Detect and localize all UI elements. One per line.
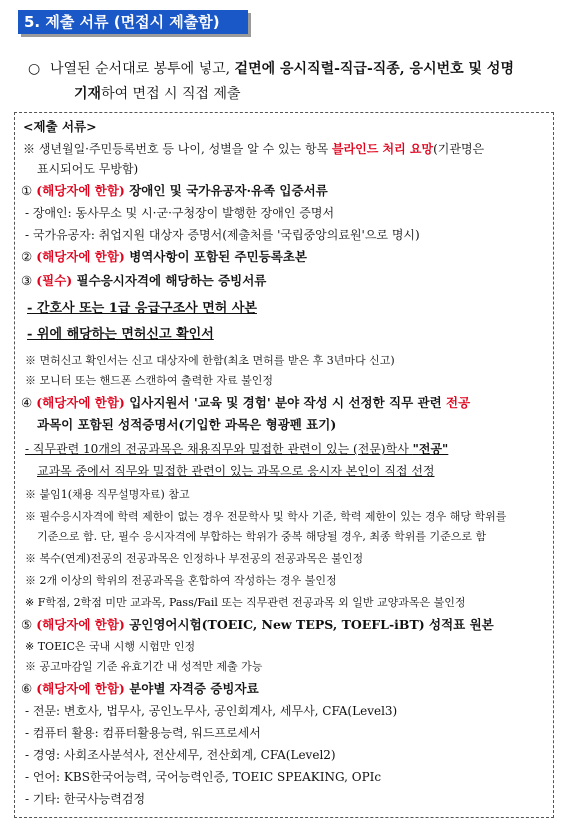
s4-u1-a: - 직무관련 10개의 전공과목은 채용직무와 밀접한 관련이 있는 (전문)학사: [25, 442, 413, 456]
s6-item-0: - 전문: 변호사, 법무사, 공인노무사, 공인회계사, 세무사, CFA(Level3): [25, 704, 398, 718]
s4-title-a: 입사지원서 '교육 및 경험' 분야 작성 시 선정한 직무 관련: [124, 395, 447, 410]
s3-item-1: - 위에 해당하는 면허신고 확인서: [27, 327, 214, 342]
blind-note-cont: 표시되어도 무방함): [37, 162, 139, 176]
s4-note-4: ※ 2개 이상의 학위의 전공과목을 혼합하여 작성하는 경우 불인정: [25, 574, 337, 587]
s4-note-3: ※ 복수(연계)전공의 전공과목은 인정하나 부전공의 전공과목은 불인정: [25, 552, 364, 565]
s3-note-0: ※ 면허신고 확인서는 신고 대상자에 한함(최초 면허를 받은 후 3년마다 신고): [25, 354, 395, 367]
s4-title-red: 전공: [446, 395, 471, 410]
s4-num: ④: [21, 395, 33, 410]
section-1-heading: [21, 183, 328, 199]
s2-title: 병역사항이 포함된 주민등록초본: [124, 249, 307, 264]
section-3-heading: [21, 273, 266, 289]
s3-num: ③: [21, 273, 33, 288]
intro-text-1b: 겉면에 응시직렬-직급-직종, 응시번호 및 성명: [234, 61, 514, 77]
section-2-heading: [21, 249, 307, 265]
s1-num: ①: [21, 183, 33, 198]
intro-text-2a: 기재: [74, 86, 102, 102]
s5-tag: (해당자에 한함): [36, 617, 125, 632]
s4-u1-b: "전공": [412, 442, 449, 456]
intro-text-1a: 나열된 순서대로 봉투에 넣고,: [50, 61, 235, 77]
s2-num: ②: [21, 249, 33, 264]
s5-title: 공인영어시험(TOEIC, New TEPS, TOEFL-iBT) 성적표 원본: [124, 617, 494, 632]
s6-item-2: - 경영: 사회조사분석사, 전산세무, 전산회계, CFA(Level2): [25, 748, 336, 762]
section-6-heading: [21, 681, 259, 697]
s6-tag: (해당자에 한함): [36, 681, 125, 696]
s4-underlined-2: 교과목 중에서 직무와 밀접한 관련이 있는 과목으로 응시자 본인이 직접 선정: [37, 464, 435, 478]
s2-tag: (해당자에 한함): [36, 249, 125, 264]
blind-note-a: ※ 생년월일·주민등록번호 등 나이, 성별을 알 수 있는 항목: [23, 142, 332, 156]
s3-item-0: - 간호사 또는 1급 응급구조사 면허 사본: [27, 301, 257, 316]
s4-note-0: ※ 붙임1(채용 직무설명자료) 참고: [25, 488, 190, 501]
documents-box: [14, 112, 554, 818]
s6-item-4: - 기타: 한국사능력검정: [25, 792, 146, 806]
blind-note-c: (기관명은: [433, 142, 485, 156]
section-header: 5. 제출 서류 (면접시 제출함): [18, 10, 248, 34]
s6-title: 분야별 자격증 증빙자료: [124, 681, 259, 696]
s3-note-1: ※ 모니터 또는 핸드폰 스캔하여 출력한 자료 불인정: [25, 374, 273, 387]
s4-note-2: 기준으로 함. 단, 필수 응시자격에 부합하는 학위가 중복 해당될 경우, 최종 학위를 기준으로 함: [37, 530, 487, 543]
blind-note-highlight: 블라인드 처리 요망: [332, 142, 434, 156]
s1-tag: (해당자에 한함): [36, 183, 125, 198]
section-4-heading: [21, 395, 470, 411]
s5-note-1: ※ 공고마감일 기준 유효기간 내 성적만 제출 가능: [25, 660, 263, 673]
s6-num: ⑥: [21, 681, 33, 696]
s4-underlined-1: [25, 441, 448, 457]
s6-item-3: - 언어: KBS한국어능력, 국어능력인증, TOEIC SPEAKING, OPIc: [25, 770, 382, 784]
s6-item-1: - 컴퓨터 활용: 컴퓨터활용능력, 워드프로세서: [25, 726, 261, 740]
intro-paragraph: [28, 57, 550, 107]
s3-title: 필수응시자격에 해당하는 증빙서류: [72, 273, 267, 288]
s5-note-0: ※ TOEIC은 국내 시행 시험만 인정: [25, 640, 196, 653]
box-title: <제출 서류>: [23, 119, 97, 134]
s4-note-5: ※ F학점, 2학점 미만 교과목, Pass/Fail 또는 직무관련 전공과목 외 일반 교양과목은 불인정: [25, 596, 466, 609]
s3-tag: (필수): [36, 273, 73, 288]
s1-item-1: - 국가유공자: 취업지원 대상자 증명서(제출처를 '국립중앙의료원'으로 명시): [25, 228, 420, 242]
s4-title-cont: 과목이 포함된 성적증명서(기입한 과목은 형광펜 표기): [37, 417, 337, 432]
s4-note-1: ※ 필수응시자격에 학력 제한이 없는 경우 전문학사 및 학사 기준, 학력 제한이 있는 경우 해당 학위를: [25, 510, 507, 523]
s1-title: 장애인 및 국가유공자·유족 입증서류: [124, 183, 328, 198]
s1-item-0: - 장애인: 동사무소 및 시·군·구청장이 발행한 장애인 증명서: [25, 206, 335, 220]
blind-note: [23, 141, 484, 157]
intro-text-2b: 하여 면접 시 직접 제출: [101, 86, 241, 102]
section-5-heading: [21, 617, 494, 633]
s5-num: ⑤: [21, 617, 33, 632]
bullet-circle: ○: [28, 61, 41, 77]
s4-tag: (해당자에 한함): [36, 395, 125, 410]
